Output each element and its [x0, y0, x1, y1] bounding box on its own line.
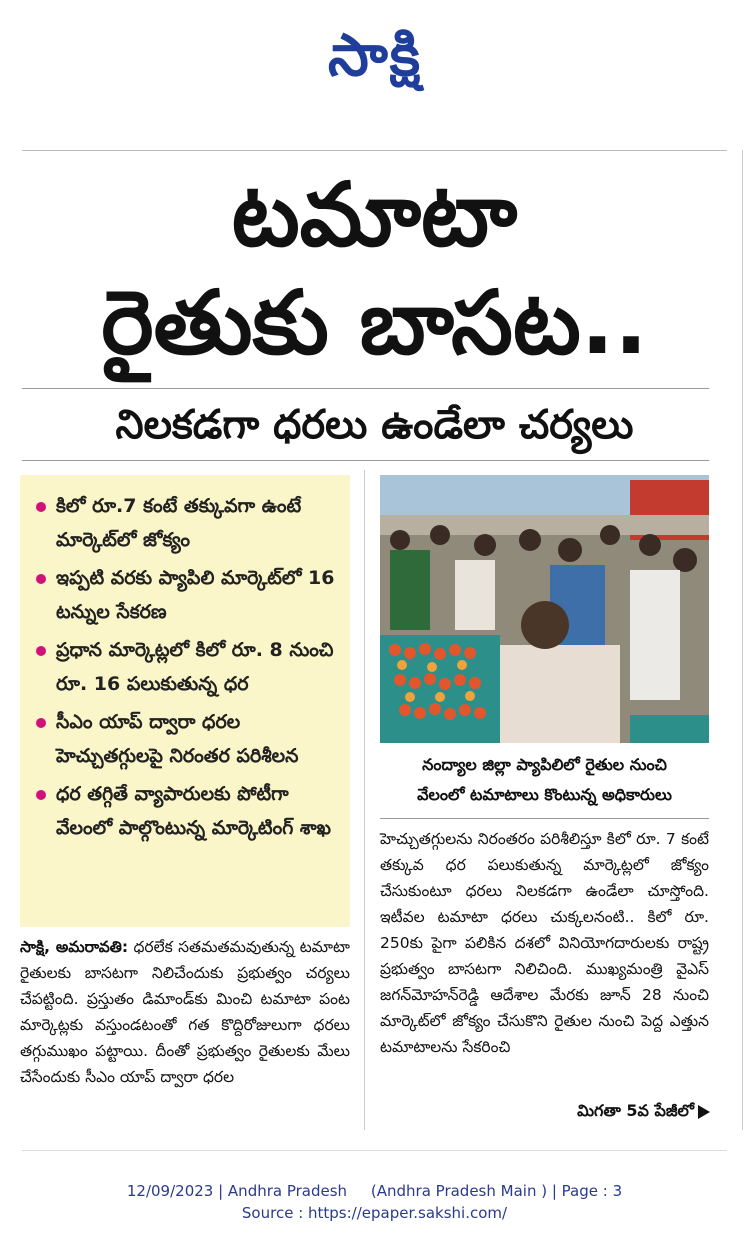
highlight-item [30, 777, 342, 845]
news-photo [380, 475, 709, 743]
subheadline: నిలకడగా ధరలు ఉండేలా చర్యలు [115, 402, 634, 448]
bullet-icon [36, 646, 46, 656]
header-divider [22, 150, 727, 151]
continued-text: మిగతా 5వ పేజీలో [577, 1101, 694, 1120]
highlights-box [20, 475, 350, 927]
continued-on[interactable] [540, 1098, 710, 1124]
photo-caption [380, 750, 709, 810]
highlight-item [30, 561, 342, 629]
article-text-left: ధరలేక సతమతమవుతున్న టమాటా రైతులకు బాసటగా నిలిచేందుకు ప్రభుత్వం చర్యలు చేపట్టింది. ప్రస్తుతం డిమాండ్‌కు మించి టమాటా పంట మార్కెట్లకు వస్తుండటంతో గత కొద్దిరోజులుగా ధరలు తగ్గుముఖం పట్టాయి. దీంతో ప్రభుత్వం రైతులకు మేలు చేసేందుకు సీఎం యాప్ ద్వారా ధరల [20, 938, 351, 1086]
arrow-right-icon [698, 1105, 710, 1119]
subhead-rule-top [22, 388, 709, 389]
headline-line-2: రైతుకు బాసట.. [101, 271, 648, 374]
highlight-text: ధర తగ్గితే వ్యాపారులకు పోటీగా వేలంలో పాల్గొంటున్న మార్కెటింగ్ శాఖ [56, 783, 331, 839]
highlight-text: ప్రధాన మార్కెట్లలో కిలో రూ. 8 నుంచి రూ. 16 పలుకుతున్న ధర [56, 639, 334, 695]
masthead-logo [270, 14, 480, 96]
caption-line-2: వేలంలో టమాటాలు కొంటున్న అధికారులు [417, 785, 672, 804]
highlight-text: ఇప్పటి వరకు ప్యాపిలి మార్కెట్‌లో 16 టన్నుల సేకరణ [56, 567, 335, 623]
bullet-icon [36, 790, 46, 800]
subhead-rule-bottom [22, 460, 709, 461]
highlights-list [20, 475, 350, 845]
article-column-right [380, 826, 709, 1060]
caption-line-1: నంద్యాల జిల్లా ప్యాపిలిలో రైతుల నుంచి [422, 755, 667, 774]
highlight-text: సీఎం యాప్ ద్వారా ధరల హెచ్చుతగ్గులపై నిరంతర పరిశీలన [56, 711, 299, 767]
dateline: సాక్షి, అమరావతి: [20, 938, 129, 956]
footer-source-line[interactable]: Source : https://epaper.sakshi.com/ [241, 1204, 508, 1222]
headline-line-1: టమాటా [231, 163, 518, 266]
footer-divider [22, 1150, 727, 1151]
logo-text: సాక్షి [327, 21, 423, 89]
caption-rule [380, 818, 709, 819]
bullet-icon [36, 574, 46, 584]
highlight-item [30, 633, 342, 701]
highlight-item [30, 705, 342, 773]
highlight-text: కిలో రూ.7 కంటే తక్కువగా ఉంటే మార్కెట్‌లో జోక్యం [56, 495, 302, 551]
article-text-right: హెచ్చుతగ్గులను నిరంతరం పరిశీలిస్తూ కిలో రూ. 7 కంటే తక్కువ ధర పలుకుతున్న మార్కెట్లలో జోక్యం చేసుకుంటూ ధరలు నిలకడగా ఉండేలా చూస్తోంది. ఇటీవల టమాటా ధరలు చుక్కలనంటి.. కిలో రూ. 250కు పైగా పలికిన దశలో వినియోగదారులకు రాష్ట్ర ప్రభుత్వం బాసటగా నిలిచింది. ముఖ్యమంత్రి వైఎస్ జగన్‌మోహన్‌రెడ్డి ఆదేశాల మేరకు జూన్ 28 నుంచి మార్కెట్‌లో జోక్యం చేసుకొని రైతుల నుంచి పెద్ద ఎత్తున టమాటాలను సేకరించి [380, 830, 709, 1056]
footer-edition-line: 12/09/2023 | Andhra Pradesh (Andhra Pradesh Main ) | Page : 3 [126, 1182, 623, 1200]
article-column-left [20, 934, 350, 1090]
highlight-item [30, 489, 342, 557]
footer [0, 1180, 749, 1224]
bullet-icon [36, 502, 46, 512]
column-divider [364, 470, 365, 1130]
bullet-icon [36, 718, 46, 728]
tomato-auction-photo [380, 475, 709, 743]
